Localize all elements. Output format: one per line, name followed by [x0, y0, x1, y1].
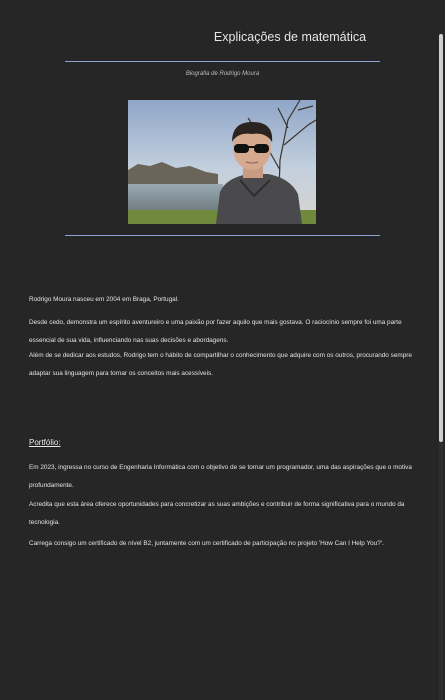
portfolio-paragraph-3: Carrega consigo um certificado de nível B2, juntamente com um certificado de participação no projeto 'How Can I Help You?'.	[29, 540, 384, 547]
portfolio-paragraph-1: Em 2023, ingressa no curso de Engenharia Informática com o objetivo de se tornar um programador, uma das aspirações que o motiva profundamente.	[29, 464, 412, 489]
top-divider	[65, 61, 380, 62]
vertical-scrollbar-thumb[interactable]	[439, 34, 443, 442]
portfolio-heading: Portfólio:	[29, 438, 61, 447]
bio-paragraph-2: Desde cedo, demonstra um espírito aventureiro e uma paixão por fazer aquilo que mais gostava. O raciocínio sempre foi uma parte essencial de sua vida, influenciando nas suas decisões e abordagens.	[29, 319, 402, 344]
page-subtitle: Biografia de Rodrigo Moura	[185, 71, 260, 77]
profile-photo	[128, 100, 316, 224]
portfolio-paragraph-2: Acredita que esta área oferece oportunidades para concretizar as suas ambições e contribuir de forma significativa para o mundo da tecnologia.	[29, 501, 405, 526]
page-title: Explicações de matemática	[213, 30, 367, 44]
bio-paragraph-3: Além de se dedicar aos estudos, Rodrigo tem o hábito de compartilhar o conhecimento que adquire com os outros, procurando sempre adaptar sua linguagem para tornar os conceitos mais acessíveis.	[29, 352, 412, 377]
bottom-divider	[65, 235, 380, 236]
bio-paragraph-1: Rodrigo Moura nasceu em 2004 em Braga, Portugal.	[29, 296, 179, 303]
